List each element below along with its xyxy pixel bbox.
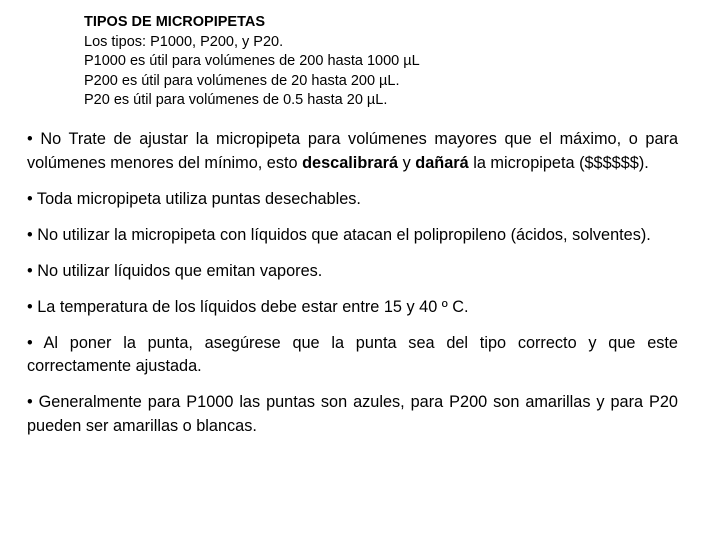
bullet-volume-warning [27,128,678,175]
bold-danara: dañará [415,153,469,172]
bold-descalibrara: descalibrará [302,153,399,172]
p1000-range-line: P1000 es útil para volúmenes de 200 hasta 1000 µL [84,53,420,70]
bullet-tip-fit: • Al poner la punta, asegúrese que la punta sea del tipo correcto y que este correctamente ajustada. [27,333,678,375]
bullet-no-vapors: • No utilizar líquidos que emitan vapores. [27,261,323,280]
types-line: Los tipos: P1000, P200, y P20. [84,33,284,50]
bullet-text: y [398,153,416,172]
bullet-disposable-tips: • Toda micropipeta utiliza puntas desechables. [27,189,361,208]
header-block [84,13,644,111]
bullet-tip-colors: • Generalmente para P1000 las puntas son azules, para P200 son amarillas y para P20 pueden ser amarillas o blancas. [27,393,678,435]
bullet-text: la micropipeta ($$$$$$). [468,153,649,172]
bullet-no-polypropylene-attackers: • No utilizar la micropipeta con líquidos que atacan el polipropileno (ácidos, solventes). [27,225,651,244]
bullet-text: • No Trate de ajustar la micropipeta para volúmenes mayores que el máximo, o para volúmenes menores del mínimo, esto [27,130,678,172]
slide-title: TIPOS DE MICROPIPETAS [84,14,266,30]
p200-range-line: P200 es útil para volúmenes de 20 hasta 200 µL. [84,72,400,89]
bullet-list [27,128,678,451]
bullet-temperature: • La temperatura de los líquidos debe estar entre 15 y 40 º C. [27,297,469,316]
p20-range-line: P20 es útil para volúmenes de 0.5 hasta 20 µL. [84,92,388,109]
